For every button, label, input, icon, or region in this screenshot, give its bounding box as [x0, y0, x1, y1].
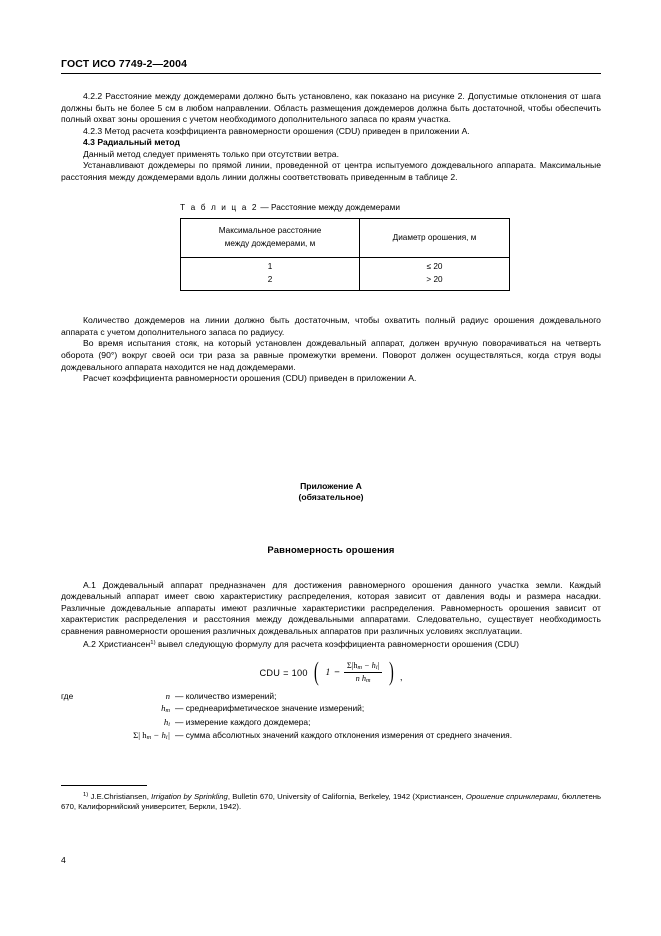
definition-term-hi [95, 717, 175, 731]
formula-numerator-mid: − h [361, 661, 376, 671]
table-2 [180, 218, 510, 291]
formula-tail-comma: , [399, 672, 403, 684]
formula-numerator-sub-m: m [357, 664, 362, 672]
footnote-marker-inline: 1) [150, 639, 156, 646]
formula-body [325, 661, 384, 684]
table-header-distance-line1: Максимальное расстояние [218, 226, 322, 236]
where-label: где [61, 691, 74, 702]
definition-text-sum: — сумма абсолютных значений каждого отклонения измерения от среднего значения. [175, 730, 513, 741]
definition-term-hi-sub: i [168, 720, 170, 728]
paragraph-clause-4-3-p2: Устанавливают дождемеры по прямой линии, проведенной от центра испытуемого дождевального аппарата. Максимальные расстояния между дождемерами вдоль линии должны соответствовать приведенным в таблице 2. [61, 160, 601, 182]
paragraph-after-table-2: Во время испытания стояк, на который установлен дождевальный аппарат, должен вручную поворачиваться на четверть оборота (90°) вокруг своей оси три раза за равные промежутки времени. Поворот должен осуществляться, когда струя воды дождевального аппарата находится не над дождемерами. [61, 338, 601, 372]
footnote-text-part-2: , Bulletin 670, University of California, Berkeley, 1942 (Христиансен, [227, 791, 466, 801]
formula-numerator [344, 661, 382, 673]
table-cell-distance-2: 2 [181, 274, 360, 291]
definition-term-hm [95, 703, 175, 717]
appendix-label: Приложение А [300, 480, 362, 491]
definition-term-hi-text: h [163, 716, 169, 727]
paragraph-a-2-before: А.2 Христиансен [83, 638, 151, 649]
formula-minus: − [334, 667, 340, 679]
table-2-caption [61, 202, 601, 212]
formula-expression [259, 657, 403, 687]
paragraph-a-1: А.1 Дождевальный аппарат предназначен для достижения равномерного орошения данного участка земли. Каждый дождевальный аппарат имеет свою характеристику распределения, которая зависит от давления воды и размера насадки. Различные дождевальные аппараты имеют различные характеристики распределения. Равномерность орошения зависит от характеристик распределения и расстояния между дождевальными аппаратами. Следовательно, существует необходимость сравнения равномерности орошения различных дождевальных аппаратов при различных условиях эксплуатации. [61, 579, 601, 637]
running-head: ГОСТ ИСО 7749-2—2004 [61, 58, 601, 74]
page-number: 4 [61, 855, 66, 865]
definition-term-hm-sub: m [165, 706, 170, 714]
definition-row-n [61, 691, 601, 703]
table-2-caption-dash: — [258, 202, 271, 213]
definition-term-sum-mid: − h [151, 730, 166, 741]
table-header-row [181, 219, 510, 258]
paragraph-after-table-1: Количество дождемеров на линии должно быть достаточным, чтобы охватить полный радиус орошения дождевального аппарата с учетом дополнительного запаса по радиусу. [61, 315, 601, 337]
definition-text-hm: — среднеарифметическое значение измерений; [175, 702, 365, 713]
table-header-diameter-line1: Диаметр орошения, м [392, 232, 477, 242]
table-header-distance [181, 219, 360, 258]
paragraph-a-2 [61, 638, 601, 651]
table-2-caption-label: Т а б л и ц а 2 [180, 202, 259, 213]
footnote-marker: 1) [83, 791, 89, 798]
formula-denominator-text: n h [355, 674, 366, 684]
page-content [61, 58, 601, 813]
definition-text-n: — количество измерений; [175, 691, 277, 702]
formula-numerator-end: | [377, 661, 380, 671]
table-row [181, 258, 510, 274]
formula-numerator-sub-i: i [375, 664, 378, 672]
footnote-italic-title-en: Irrigation by Sprinkling [151, 791, 228, 801]
definition-row-hm [61, 703, 601, 717]
definition-text-hi: — измерение каждого дождемера; [175, 716, 311, 727]
definition-term-sum-sub-i: i [165, 734, 168, 742]
table-cell-diameter-1: ≤ 20 [360, 258, 510, 274]
definition-term-hm-text: h [161, 702, 166, 713]
formula-denominator [353, 673, 374, 684]
definition-term-sum [61, 730, 175, 744]
footnote-separator [61, 785, 147, 786]
definition-term-n [95, 691, 175, 703]
paragraph-clause-4-3-p1: Данный метод следует применять только при отсутствии ветра. [83, 148, 339, 159]
formula-one: 1 [325, 667, 331, 678]
table-cell-distance-1: 1 [181, 258, 360, 274]
formula-lead: CDU = 100 [259, 667, 308, 678]
formula-paren-close: ) [389, 657, 394, 687]
paragraph-a-2-after: вывел следующую формулу для расчета коэффициента равномерности орошения (CDU) [155, 638, 520, 649]
appendix-obligatory: (обязательное) [298, 492, 364, 503]
definition-row-hi [61, 717, 601, 731]
formula-numerator-sigma: Σ|h [346, 661, 358, 671]
formula-paren-open: ( [313, 657, 319, 687]
table-2-caption-text: Расстояние между дождемерами [271, 202, 401, 213]
definition-term-sum-end: | [167, 730, 170, 741]
footnote-christiansen [61, 790, 601, 813]
footnote-italic-title-ru: Орошение спринклерами [465, 791, 558, 801]
table-header-distance-line2: между дождемерами, м [224, 238, 316, 248]
definition-term-sum-sigma: Σ| h [133, 730, 147, 741]
heading-clause-4-3: 4.3 Радиальный метод [83, 137, 180, 148]
paragraph-after-table-3: Расчет коэффициента равномерности орошения (CDU) приведен в приложении А. [83, 373, 417, 384]
formula-definitions [61, 691, 601, 743]
formula-fraction [344, 661, 382, 684]
formula-denominator-sub: m [365, 677, 371, 685]
table-cell-diameter-2: > 20 [360, 274, 510, 291]
definition-row-sum [61, 730, 601, 744]
footnote-text-part-3: , бюллетень 670, Калифорнийский университет, Беркли, 1942). [61, 791, 601, 812]
paragraph-clause-4-2-2: 4.2.2 Расстояние между дождемерами должно быть установлено, как показано на рисунке 2. Допустимые отклонения от шага должны быть не более 5 см в любом направлении. Область размещения дождемеров должна быть достаточной, чтобы обеспечить полный охват зоны орошения с учетом необходимого дополнительного запаса по краям участка. [61, 91, 601, 125]
table-2-wrapper [61, 218, 601, 291]
appendix-title: Равномерность орошения [267, 543, 395, 555]
definition-term-sum-sub-m: m [146, 734, 152, 742]
table-row [181, 274, 510, 291]
definition-term-n-text: n [165, 691, 170, 702]
footnote-text-part-1: J.E.Christiansen, [88, 791, 152, 801]
formula-cdu [61, 659, 601, 685]
paragraph-clause-4-2-3: 4.2.3 Метод расчета коэффициента равномерности орошения (CDU) приведен в приложении А. [83, 125, 470, 136]
table-header-diameter [360, 219, 510, 258]
